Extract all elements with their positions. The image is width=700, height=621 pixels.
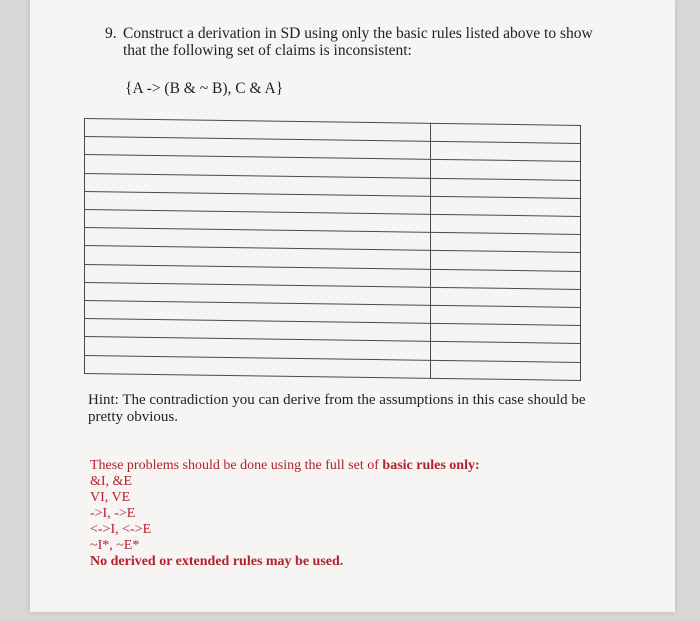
- rules-intro: [90, 458, 480, 474]
- justification-cell[interactable]: [431, 160, 581, 180]
- justification-cell[interactable]: [431, 178, 581, 198]
- question-number: 9.: [105, 25, 117, 42]
- rule-item: VI, VE: [90, 490, 131, 505]
- claim-set: {A -> (B & ~ B), C & A}: [125, 80, 284, 97]
- justification-cell[interactable]: [431, 360, 581, 380]
- question-text-line-1: Construct a derivation in SD using only the basic rules listed above to show: [123, 25, 593, 42]
- rules-list: [90, 458, 480, 570]
- question-text-line-2: that the following set of claims is inconsistent:: [123, 42, 412, 59]
- rules-intro-bold: basic rules only:: [382, 458, 480, 473]
- justification-cell[interactable]: [431, 305, 581, 325]
- rule-item: &I, &E: [90, 474, 132, 489]
- justification-cell[interactable]: [431, 196, 581, 216]
- derivation-table: [84, 118, 581, 381]
- justification-cell[interactable]: [431, 287, 581, 307]
- justification-cell[interactable]: [431, 324, 581, 344]
- justification-cell[interactable]: [431, 233, 581, 253]
- justification-cell[interactable]: [431, 123, 581, 143]
- rule-item: ~I*, ~E*: [90, 538, 140, 553]
- rule-item: <->I, <->E: [90, 522, 152, 537]
- rule-item: ->I, ->E: [90, 506, 136, 521]
- justification-cell[interactable]: [431, 251, 581, 271]
- justification-cell[interactable]: [431, 142, 581, 162]
- justification-cell[interactable]: [431, 342, 581, 362]
- hint-text: Hint: The contradiction you can derive from the assumptions in this case should be pretty obvious.: [88, 392, 586, 425]
- justification-cell[interactable]: [431, 269, 581, 289]
- rules-footer: No derived or extended rules may be used.: [90, 554, 344, 569]
- rules-intro-text: These problems should be done using the full set of: [90, 458, 383, 473]
- justification-cell[interactable]: [431, 214, 581, 234]
